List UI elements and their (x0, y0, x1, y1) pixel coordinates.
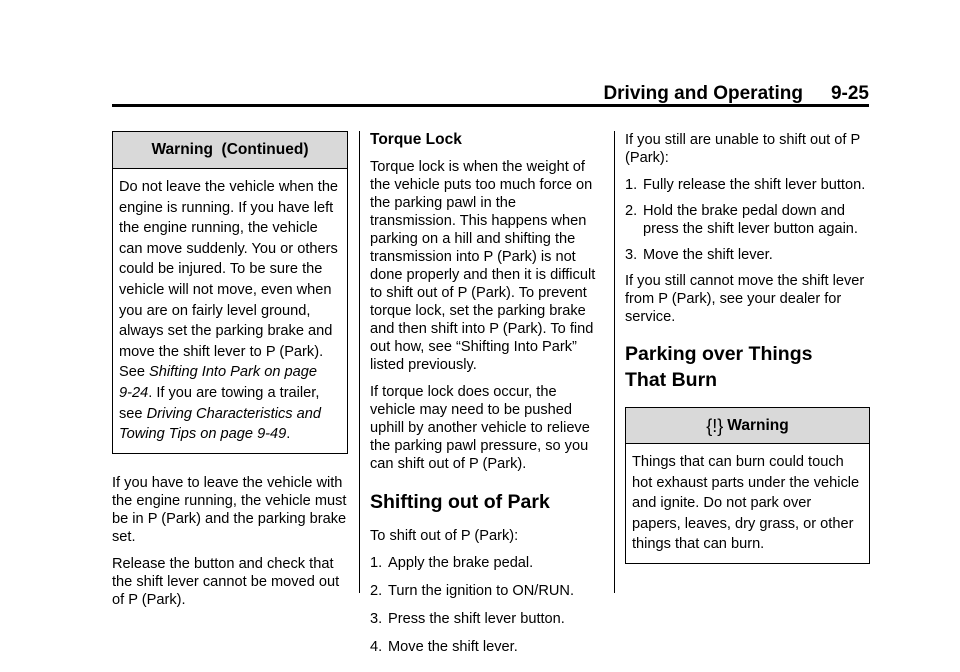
body-paragraph: If torque lock does occur, the vehicle may need to be pushed uphill by another vehicle to relieve the parking pawl pressure, so you can shift out of P (Park). (370, 384, 590, 472)
warning-text: . (286, 426, 291, 443)
torque-lock-heading: Torque Lock (370, 131, 462, 148)
shifting-heading: Shifting out of Park (370, 491, 550, 513)
column-2 (370, 131, 602, 666)
warning-title: Warning (Continued) (151, 141, 309, 158)
warning-header (113, 132, 347, 169)
list-item: 3. Move the shift lever. (625, 247, 773, 263)
warning-box (112, 131, 348, 454)
warning-text: Do not leave the vehicle when the engine is running. If you have left the engine running, the vehicle can move suddenly. You or others could be injured. To be sure the vehicle will not move, even when you are on fairly level ground, always set the parking brake and move the shift lever to P (Park). See (119, 179, 339, 381)
list-item: 2. Turn the ignition to ON/RUN. (370, 583, 575, 599)
warning-icon: {!} (706, 415, 724, 436)
body-paragraph: Torque lock is when the weight of the vehicle puts too much force on the parking pawl in the transmission. This happens when parking on a hill and shifting the transmission into P (Park) is not done properly and then it is difficult to shift out of P (Park). To prevent torque lock, set the parking brake and then shift into P (Park). To find out how, see “Shifting Into Park” listed previously. (370, 159, 596, 373)
list-item: 1. Apply the brake pedal. (370, 555, 534, 571)
xref-link[interactable]: Shifting Into Park on page 9‑24 (119, 364, 317, 401)
page-number: 9-25 (830, 83, 869, 104)
warning-header (626, 408, 869, 444)
body-paragraph: If you still are unable to shift out of P (Park): (625, 132, 860, 166)
list-item: 2. Hold the brake pedal down and press the shift lever button again. (625, 203, 858, 237)
list-item: 1. Fully release the shift lever button. (625, 177, 866, 193)
body-paragraph: If you still cannot move the shift lever from P (Park), see your dealer for service. (625, 273, 865, 325)
column-divider (359, 131, 360, 593)
section-title: Driving and Operating (603, 83, 803, 104)
xref-link[interactable]: Driving Characteristics and Towing Tips on page 9‑49 (119, 405, 321, 443)
header-rule (112, 104, 869, 107)
column-3 (625, 131, 870, 564)
parking-heading: Parking over Things That Burn (625, 343, 813, 391)
body-paragraph: To shift out of P (Park): (370, 528, 519, 544)
list-item: 3. Press the shift lever button. (370, 611, 565, 627)
warning-text: . If you are towing a trailer, see (119, 384, 320, 422)
body-paragraph: Release the button and check that the shift lever cannot be moved out of P (Park). (112, 555, 340, 608)
warning-box (625, 407, 870, 564)
warning-body (626, 444, 869, 563)
warning-text: Things that can burn could touch hot exhaust parts under the vehicle and ignite. Do not park over papers, leaves, dry grass, or other things that can burn. (632, 454, 860, 553)
unable-steps-list (625, 176, 870, 264)
list-item: 4. Move the shift lever. (370, 639, 518, 655)
column-1 (112, 131, 348, 618)
page-header (112, 83, 869, 105)
warning-body (113, 169, 347, 453)
column-divider (614, 131, 615, 593)
body-paragraph: If you have to leave the vehicle with the engine running, the vehicle must be in P (Park) and the parking brake set. (112, 474, 347, 545)
warning-title: Warning (727, 416, 789, 434)
shift-steps-list (370, 554, 602, 656)
